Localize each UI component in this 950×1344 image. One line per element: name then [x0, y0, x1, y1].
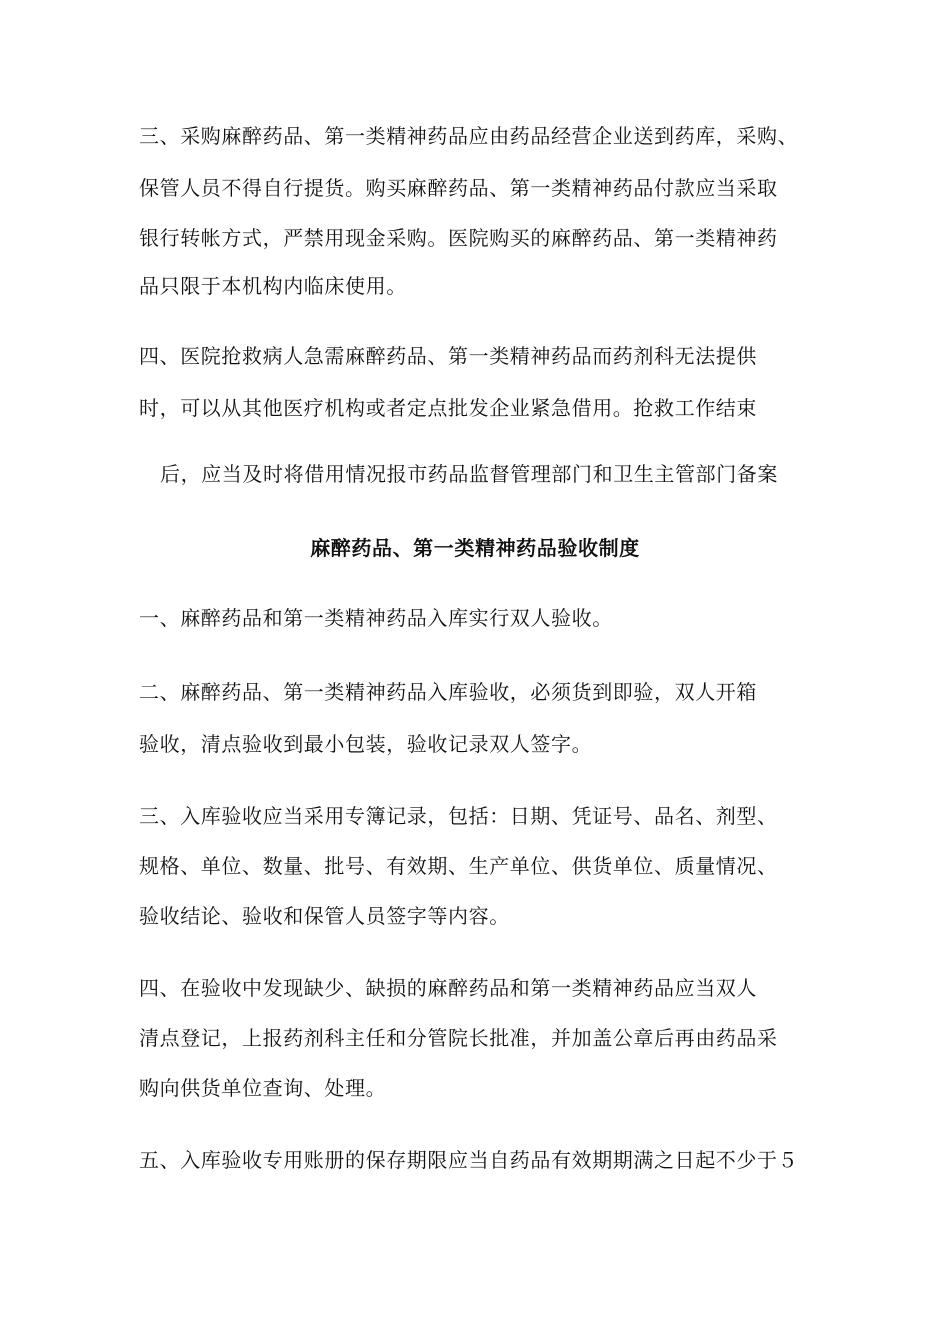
paragraph-line: 五、入库验收专用账册的保存期限应当自药品有效期期满之日起不少于５	[139, 1148, 799, 1172]
paragraph-line: 购向供货单位查询、处理。	[139, 1076, 387, 1100]
paragraph-line: 二、麻醉药品、第一类精神药品入库验收，必须货到即验，双人开箱	[139, 680, 757, 704]
paragraph-line: 四、医院抢救病人急需麻醉药品、第一类精神药品而药剂科无法提供	[139, 344, 757, 368]
paragraph-line: 规格、单位、数量、批号、有效期、生产单位、供货单位、质量情况、	[139, 854, 778, 878]
paragraph-line: 银行转帐方式，严禁用现金采购。医院购买的麻醉药品、第一类精神药	[139, 226, 778, 250]
paragraph-line: 清点登记，上报药剂科主任和分管院长批准，并加盖公章后再由药品采	[139, 1026, 778, 1050]
paragraph-line: 一、麻醉药品和第一类精神药品入库实行双人验收。	[139, 606, 613, 630]
paragraph-line: 验收，清点验收到最小包装，验收记录双人签字。	[139, 732, 593, 756]
paragraph-line: 验收结论、验收和保管人员签字等内容。	[139, 904, 510, 928]
paragraph-line: 保管人员不得自行提货。购买麻醉药品、第一类精神药品付款应当采取	[139, 176, 778, 200]
paragraph-line: 四、在验收中发现缺少、缺损的麻醉药品和第一类精神药品应当双人	[139, 976, 757, 1000]
paragraph-line: 后，应当及时将借用情况报市药品监督管理部门和卫生主管部门备案	[160, 462, 778, 486]
paragraph-line: 时，可以从其他医疗机构或者定点批发企业紧急借用。抢救工作结束	[139, 396, 757, 420]
section-title: 麻醉药品、第一类精神药品验收制度	[310, 536, 640, 560]
paragraph-line: 品只限于本机构内临床使用。	[139, 274, 407, 298]
paragraph-line: 三、采购麻醉药品、第一类精神药品应由药品经营企业送到药库，采购、	[139, 124, 799, 148]
paragraph-line: 三、入库验收应当采用专簿记录，包括：日期、凭证号、品名、剂型、	[139, 804, 778, 828]
